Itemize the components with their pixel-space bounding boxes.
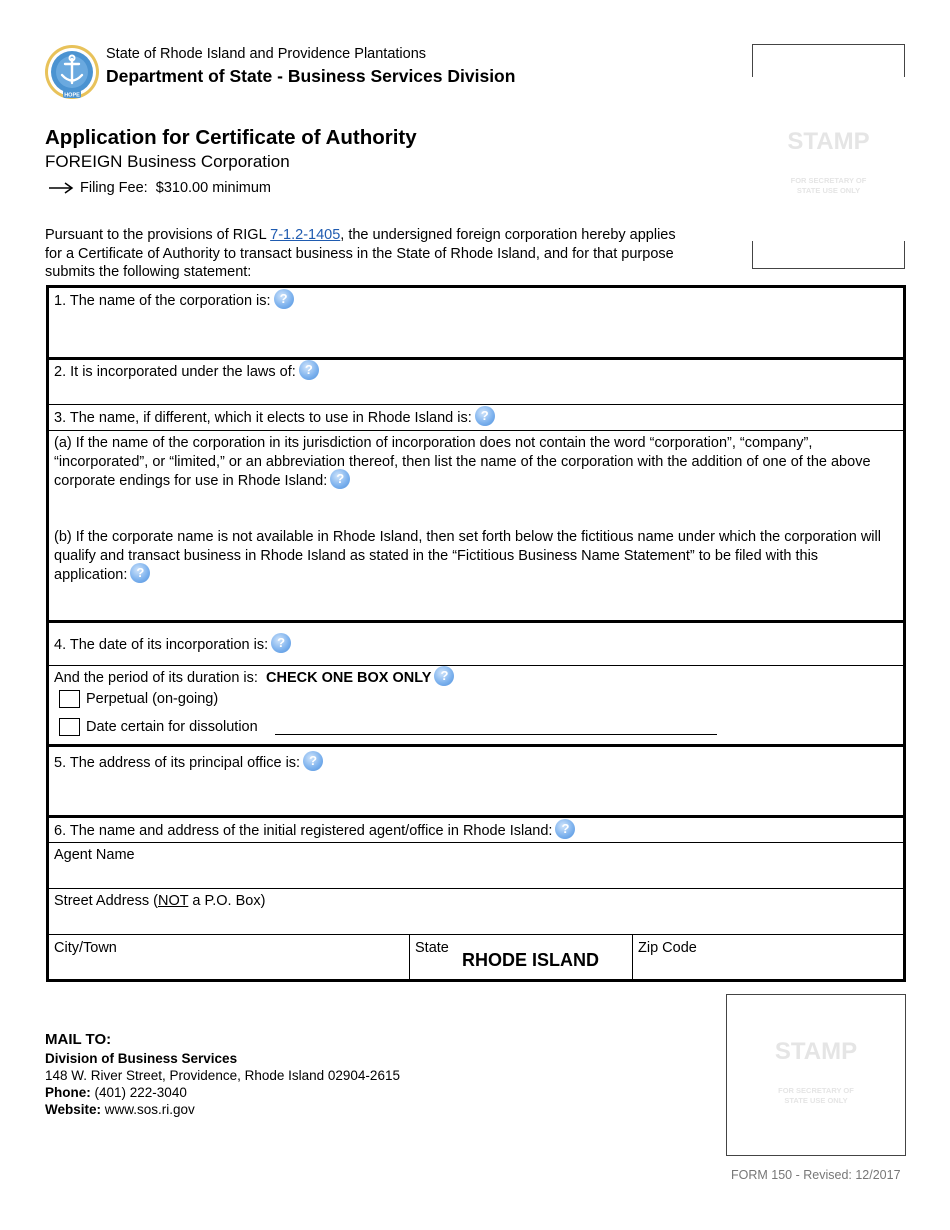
- mail-address: 148 W. River Street, Providence, Rhode Island 02904-2615: [45, 1068, 400, 1083]
- state-label: State: [415, 940, 449, 956]
- help-icon[interactable]: ?: [274, 289, 294, 309]
- stamp-label-bottom: STAMP: [774, 1038, 858, 1065]
- dissolution-date-input[interactable]: [275, 734, 717, 735]
- mail-heading: MAIL TO:: [45, 1031, 112, 1048]
- zip-label: Zip Code: [638, 940, 697, 956]
- help-icon[interactable]: ?: [299, 360, 319, 380]
- mail-division: Division of Business Services: [45, 1051, 238, 1066]
- mail-phone: Phone: (401) 222-3040: [45, 1085, 187, 1100]
- option-perpetual[interactable]: [59, 690, 218, 709]
- perpetual-label: Perpetual (on-going): [86, 691, 219, 707]
- help-icon[interactable]: ?: [330, 469, 350, 489]
- help-icon[interactable]: ?: [130, 563, 150, 583]
- intro-statement: [45, 226, 685, 282]
- date-certain-label: Date certain for dissolution: [86, 719, 258, 735]
- q3-label: 3. The name, if different, which it elects to use in Rhode Island is: ?: [54, 408, 495, 428]
- q2-label: 2. It is incorporated under the laws of: ?: [54, 362, 319, 382]
- help-icon[interactable]: ?: [271, 633, 291, 653]
- q3a-label: (a) If the name of the corporation in its jurisdiction of incorporation does not contain the word “corporation”, “company”, “incorporated”, or “limited,” or an abbreviation thereof, then list the name of the corporation with the addition of one of the above corporate endings for use in Rhode Island: ?: [54, 435, 871, 489]
- perpetual-checkbox[interactable]: [59, 690, 80, 708]
- stamp-box-top-upper: [752, 44, 905, 77]
- street-address-field[interactable]: Street Address (NOT a P.O. Box): [54, 893, 266, 909]
- website-link[interactable]: www.sos.ri.gov: [104, 1102, 195, 1117]
- help-icon[interactable]: ?: [434, 666, 454, 686]
- q1-label: 1. The name of the corporation is: ?: [54, 291, 294, 311]
- department-name: Department of State - Business Services Division: [106, 66, 516, 86]
- state-name: State of Rhode Island and Providence Plantations: [106, 46, 427, 62]
- state-field: [415, 939, 449, 958]
- help-icon[interactable]: ?: [475, 406, 495, 426]
- stamp-box-top-lower: [752, 241, 905, 269]
- filing-fee: [48, 180, 271, 196]
- date-certain-checkbox[interactable]: [59, 718, 80, 736]
- city-label: City/Town: [54, 940, 117, 956]
- intro-text-2: , the undersigned foreign corporation hereby applies for a Certificate of Authority to transact business in the State of Rhode Island, and for that purpose submits the following statement:: [45, 227, 676, 280]
- stamp-sub-label-bottom: FOR SECRETARY OF STATE USE ONLY: [778, 1086, 854, 1105]
- filing-fee-label: Filing Fee:: [80, 180, 148, 196]
- agent-name-label: Agent Name: [54, 847, 135, 863]
- mail-to-block: [45, 1031, 400, 1118]
- city-field[interactable]: [54, 939, 117, 958]
- application-form: [46, 285, 906, 982]
- street-not-text: NOT: [157, 893, 189, 909]
- duration-instruction: CHECK ONE BOX ONLY: [266, 669, 432, 686]
- q5-label: 5. The address of its principal office is: ?: [54, 753, 323, 773]
- rigl-link[interactable]: 7-1.2-1405: [270, 227, 341, 243]
- help-icon[interactable]: ?: [303, 751, 323, 771]
- q3b-label: (b) If the corporate name is not available in Rhode Island, then set forth below the fictitious name under which the corporation will qualify and transact business in Rhode Island as stated in the “Fictitious Business Name Statement” to be filed with this application: ?: [54, 529, 881, 583]
- q4-label: 4. The date of its incorporation is: ?: [54, 635, 291, 655]
- seal-hope-text: HOPE: [64, 92, 80, 99]
- duration-label: And the period of its duration is: CHECK ONE BOX ONLY ?: [54, 668, 454, 688]
- state-value: RHODE ISLAND: [462, 950, 600, 970]
- zip-field[interactable]: [638, 939, 697, 958]
- agent-name-field[interactable]: [54, 846, 135, 865]
- help-icon[interactable]: ?: [555, 819, 575, 839]
- stamp-sub-label: FOR SECRETARY OF STATE USE ONLY: [790, 176, 867, 195]
- intro-text-1: Pursuant to the provisions of RIGL: [45, 227, 271, 243]
- arrow-right-icon: [48, 182, 74, 194]
- page-title: Application for Certificate of Authority: [45, 126, 417, 149]
- form-number: FORM 150 - Revised: 12/2017: [731, 1168, 901, 1182]
- state-seal-icon: [44, 44, 100, 100]
- option-date-certain[interactable]: [59, 718, 258, 737]
- stamp-box-bottom: [726, 994, 906, 1156]
- stamp-label: STAMP: [787, 128, 870, 155]
- page-subtitle: FOREIGN Business Corporation: [45, 152, 290, 171]
- q6-label: 6. The name and address of the initial registered agent/office in Rhode Island: ?: [54, 821, 575, 841]
- mail-website: Website: www.sos.ri.gov: [45, 1102, 195, 1117]
- filing-fee-amount: $310.00 minimum: [155, 180, 272, 196]
